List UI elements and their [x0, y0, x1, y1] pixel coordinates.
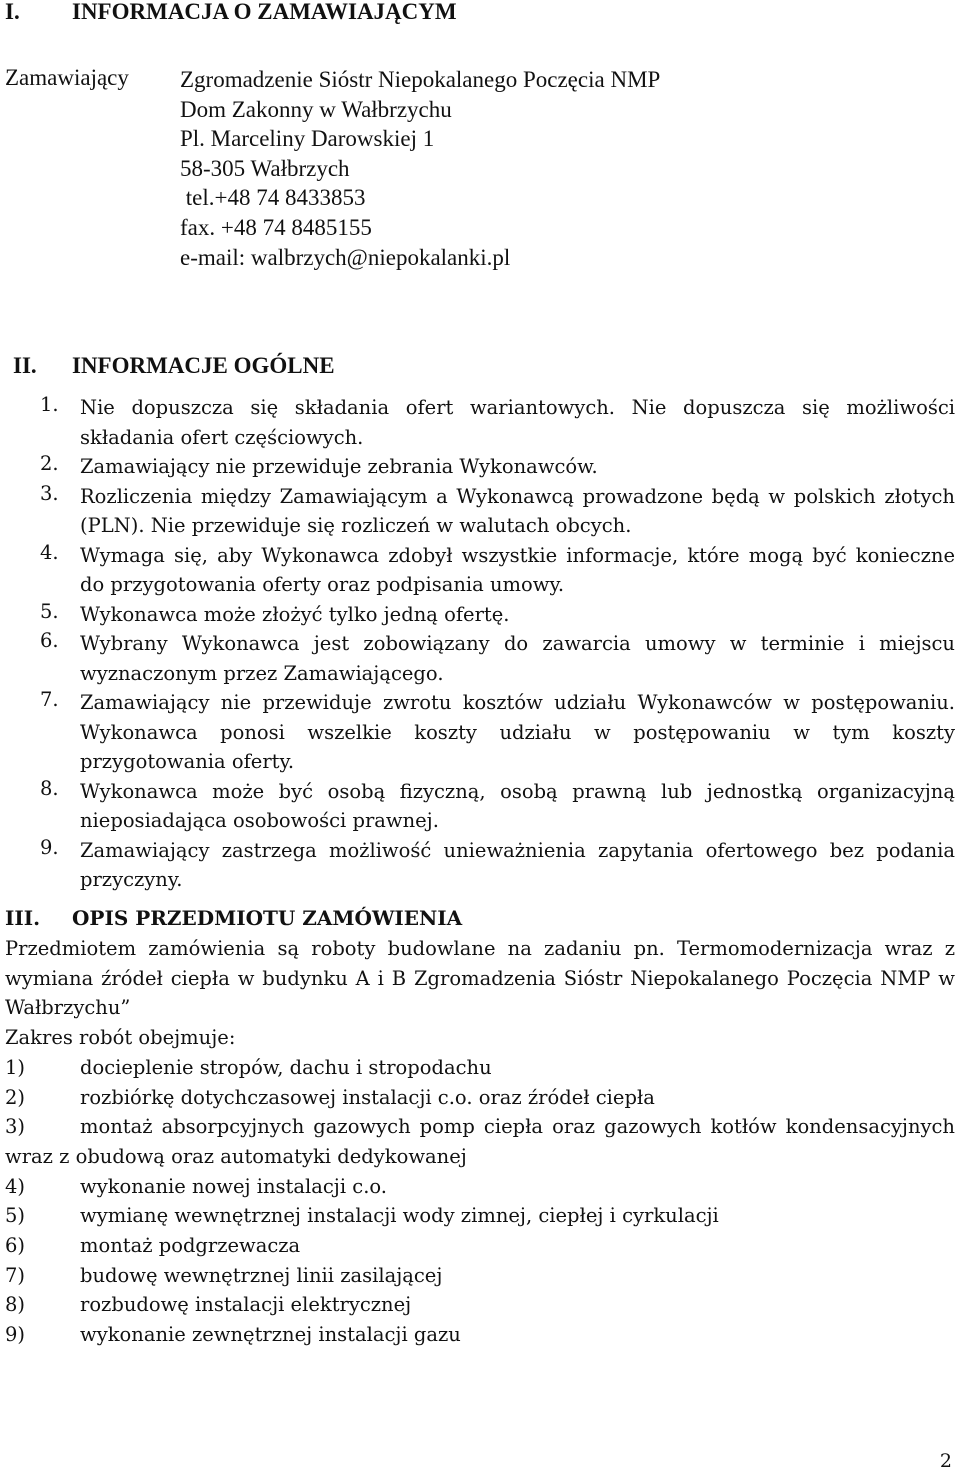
- scope-item-text: wymianę wewnętrznej instalacji wody zimnej, ciepłej i cyrkulacji: [80, 1204, 719, 1228]
- scope-item-text: docieplenie stropów, dachu i stropodachu: [80, 1055, 492, 1079]
- list-item-number: 9.: [40, 835, 59, 859]
- scope-item-text: montaż podgrzewacza: [80, 1234, 301, 1258]
- scope-item-number: 3): [5, 1115, 26, 1139]
- scope-item-number: 7): [5, 1263, 26, 1287]
- scope-item: [5, 1112, 955, 1171]
- scope-item-text: wykonanie zewnętrznej instalacji gazu: [80, 1323, 461, 1347]
- list-item: [0, 629, 960, 688]
- orderer-line: Dom Zakonny w Wałbrzychu: [180, 96, 452, 122]
- list-item-text: Wykonawca może być osobą fizyczną, osobą prawną lub jednostką organizacyjną nieposiadająca osobowości prawnej.: [80, 779, 955, 832]
- list-item-text: Wybrany Wykonawca jest zobowiązany do zawarcia umowy w terminie i miejscu wyznaczonym przez Zamawiającego.: [80, 632, 955, 685]
- list-item: [0, 541, 960, 600]
- scope-item: [5, 1290, 955, 1320]
- scope-item-number: 5): [5, 1204, 26, 1228]
- scope-item: [5, 1053, 955, 1083]
- scope-item-text: wykonanie nowej instalacji c.o.: [80, 1174, 388, 1198]
- scope-item-text: rozbudowę instalacji elektrycznej: [80, 1293, 412, 1317]
- list-item: [0, 452, 960, 482]
- list-item-number: 8.: [40, 776, 59, 800]
- section-2-title: INFORMACJE OGÓLNE: [72, 353, 335, 378]
- list-item: [0, 393, 960, 452]
- list-item-text: Wymaga się, aby Wykonawca zdobył wszystkie informacje, które mogą być konieczne do przygotowania oferty oraz podpisania umowy.: [80, 543, 955, 596]
- orderer-info: [0, 65, 960, 275]
- list-item-text: Zamawiający nie przewiduje zwrotu kosztów udziału Wykonawców w postępowaniu. Wykonawca ponosi wszelkie koszty udziału w postępowaniu w tym koszty przygotowania oferty.: [80, 691, 955, 773]
- section-2-number: II.: [13, 353, 37, 378]
- list-item: [0, 836, 960, 895]
- list-item-number: 7.: [40, 688, 59, 711]
- orderer-label: Zamawiający: [5, 65, 129, 90]
- orderer-line: Zgromadzenie Sióstr Niepokalanego Poczęcia NMP: [180, 67, 661, 92]
- list-item: [0, 777, 960, 836]
- scope-item: [5, 1083, 955, 1113]
- scope-item-number: 2): [5, 1085, 26, 1109]
- scope-item: [5, 1172, 955, 1202]
- orderer-address: [180, 65, 660, 272]
- list-item: [0, 688, 960, 777]
- list-item-number: 4.: [40, 540, 59, 564]
- list-item-number: 5.: [40, 599, 59, 623]
- scope-item-number: 1): [5, 1055, 26, 1079]
- list-item-number: 6.: [40, 629, 59, 652]
- list-item-text: Wykonawca może złożyć tylko jedną ofertę.: [80, 602, 510, 626]
- scope-item-number: 8): [5, 1293, 26, 1317]
- section-3-title: OPIS PRZEDMIOTU ZAMÓWIENIA: [72, 906, 463, 930]
- scope-item-number: 9): [5, 1323, 26, 1347]
- list-item-number: 3.: [40, 481, 59, 505]
- list-item: [0, 600, 960, 630]
- order-description: [5, 934, 955, 1350]
- list-item-number: 1.: [40, 393, 59, 416]
- list-item-number: 2.: [40, 452, 59, 475]
- section-1-title: INFORMACJA O ZAMAWIAJĄCYM: [72, 0, 457, 24]
- scope-item: [5, 1231, 955, 1261]
- orderer-line: 58-305 Wałbrzych: [180, 155, 350, 181]
- scope-item-number: 4): [5, 1174, 26, 1198]
- order-intro: Przedmiotem zamówienia są roboty budowlane na zadaniu pn. Termomodernizacja wraz z wymiana źródeł ciepła w budynku A i B Zgromadzenia Sióstr Niepokalanego Poczęcia NMP w Wałbrzychu”: [5, 937, 955, 1020]
- list-item-text: Nie dopuszcza się składania ofert wariantowych. Nie dopuszcza się możliwości składania ofert częściowych.: [80, 396, 955, 449]
- orderer-line: Pl. Marceliny Darowskiej 1: [180, 126, 435, 152]
- section-1-number: I.: [5, 0, 20, 24]
- scope-item-text: budowę wewnętrznej linii zasilającej: [80, 1263, 443, 1287]
- list-item-text: Zamawiający nie przewiduje zebrania Wykonawców.: [80, 455, 598, 478]
- general-info-list: [0, 393, 960, 895]
- orderer-email: e-mail: walbrzych@niepokalanki.pl: [180, 244, 511, 270]
- section-3-number: III.: [5, 906, 41, 930]
- scope-item: [5, 1320, 955, 1350]
- list-item-text: Zamawiający zastrzega możliwość unieważnienia zapytania ofertowego bez podania przyczyny.: [80, 838, 955, 891]
- list-item-text: Rozliczenia między Zamawiającym a Wykonawcą prowadzone będą w polskich złotych (PLN). Nie przewiduje się rozliczeń w walutach obcych.: [80, 484, 955, 537]
- list-item: [0, 482, 960, 541]
- scope-item: [5, 1201, 955, 1231]
- scope-item-text: rozbiórkę dotychczasowej instalacji c.o. oraz źródeł ciepła: [80, 1085, 655, 1109]
- scope-item-text: montaż absorpcyjnych gazowych pomp ciepła oraz gazowych kotłów kondensacyjnych wraz z obudową oraz automatyki dedykowanej: [5, 1115, 955, 1168]
- page-number: 2: [939, 1450, 952, 1472]
- scope-item: [5, 1261, 955, 1291]
- orderer-line: tel.+48 74 8433853: [180, 185, 366, 211]
- scope-label: Zakres robót obejmuje:: [5, 1026, 236, 1050]
- orderer-line: fax. +48 74 8485155: [180, 214, 372, 240]
- scope-item-number: 6): [5, 1234, 26, 1258]
